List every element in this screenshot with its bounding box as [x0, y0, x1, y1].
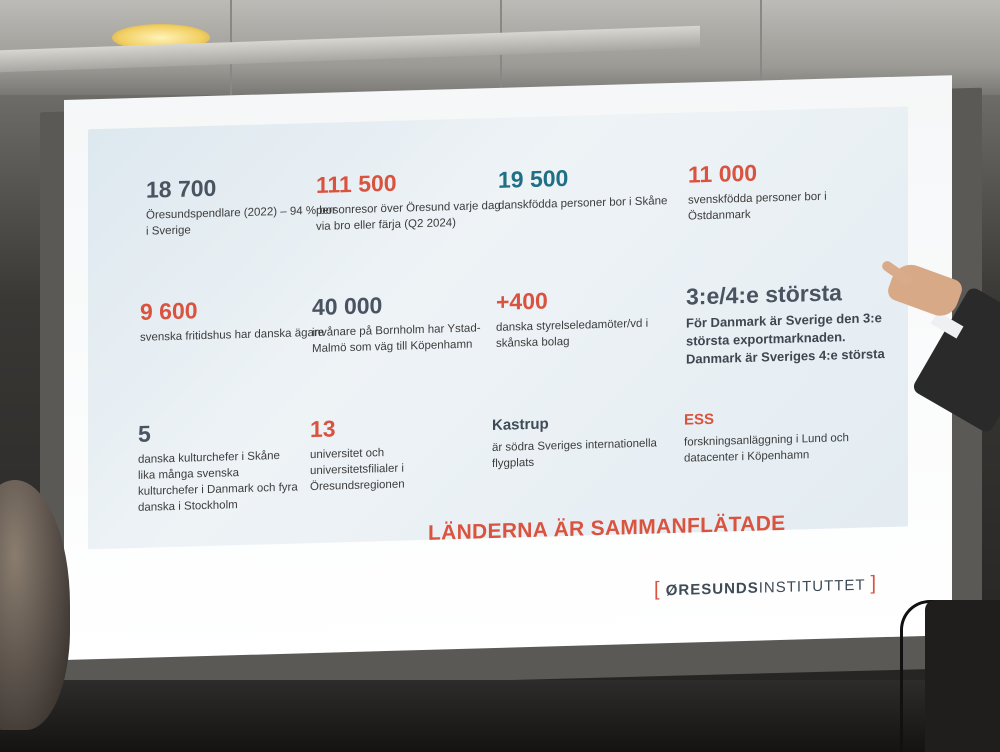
stat-text: invånare på Bornholm har Ystad-Malmö som väg till Köpenhamn	[312, 322, 481, 356]
stat-value: 9 600	[140, 297, 198, 325]
room-floor	[0, 680, 1000, 752]
stat-text: Öresundspendlare (2022) – 94 % bor i Sverige	[146, 204, 336, 238]
stat-value: 11 000	[688, 159, 758, 188]
oresundsinstituttet-logo	[654, 572, 877, 601]
logo-bold-part: ØRESUNDS	[665, 579, 759, 600]
projected-slide	[64, 75, 952, 660]
stat-cell	[310, 411, 460, 495]
stat-text: danska styrelseledamöter/vd i skånska bolag	[496, 317, 649, 350]
logo-regular-part: INSTITUTTET	[758, 576, 866, 597]
stat-cell	[140, 293, 330, 346]
stat-text: forskningsanläggning i Lund och datacenter i Köpenhamn	[684, 432, 849, 465]
logo-left-bracket: [	[654, 578, 661, 601]
stat-cell	[312, 288, 502, 357]
stat-value: +400	[496, 287, 548, 315]
stat-cell	[684, 406, 854, 467]
stat-text: svenskfödda personer bor i Östdanmark	[688, 190, 827, 223]
stat-value: Kastrup	[492, 415, 549, 435]
logo-right-bracket: ]	[870, 572, 878, 595]
stat-text: personresor över Öresund varje dag via bro eller färja (Q2 2024)	[316, 199, 501, 233]
stat-value: 3:e/4:e största	[686, 279, 842, 310]
stat-cell	[498, 161, 688, 214]
stat-value: 19 500	[498, 164, 569, 193]
stat-text: är södra Sveriges internationella flygplats	[492, 437, 657, 471]
stat-value: ESS	[684, 410, 715, 429]
stat-cell	[688, 155, 878, 224]
stat-text: svenska fritidshus har danska ägare	[140, 326, 325, 344]
stat-value: 111 500	[316, 169, 397, 198]
podium	[925, 600, 1000, 752]
stat-text: danska kulturchefer i Skåne lika många svenska kulturchefer i Danmark och fyra danska i Stockholm	[138, 449, 298, 514]
stat-cell	[686, 277, 901, 369]
stat-cell	[138, 415, 298, 515]
stat-value: 5	[138, 420, 151, 447]
stats-panel	[88, 106, 908, 549]
stat-text: danskfödda personer bor i Skåne	[498, 195, 668, 212]
stat-cell	[146, 170, 336, 239]
stat-cell	[316, 166, 506, 235]
stat-value: 18 700	[146, 174, 217, 203]
stat-value: 40 000	[312, 292, 383, 321]
stat-value: 13	[310, 415, 336, 443]
stat-cell	[496, 283, 686, 352]
slide-headline: LÄNDERNA ÄR SAMMANFLÄTADE	[428, 511, 786, 545]
stat-text: universitet och universitetsfilialer i Öresundsregionen	[310, 447, 405, 494]
stat-text: För Danmark är Sverige den 3:e största exportmarknaden. Danmark är Sveriges 4:e största	[686, 310, 885, 367]
stat-cell	[492, 411, 657, 472]
